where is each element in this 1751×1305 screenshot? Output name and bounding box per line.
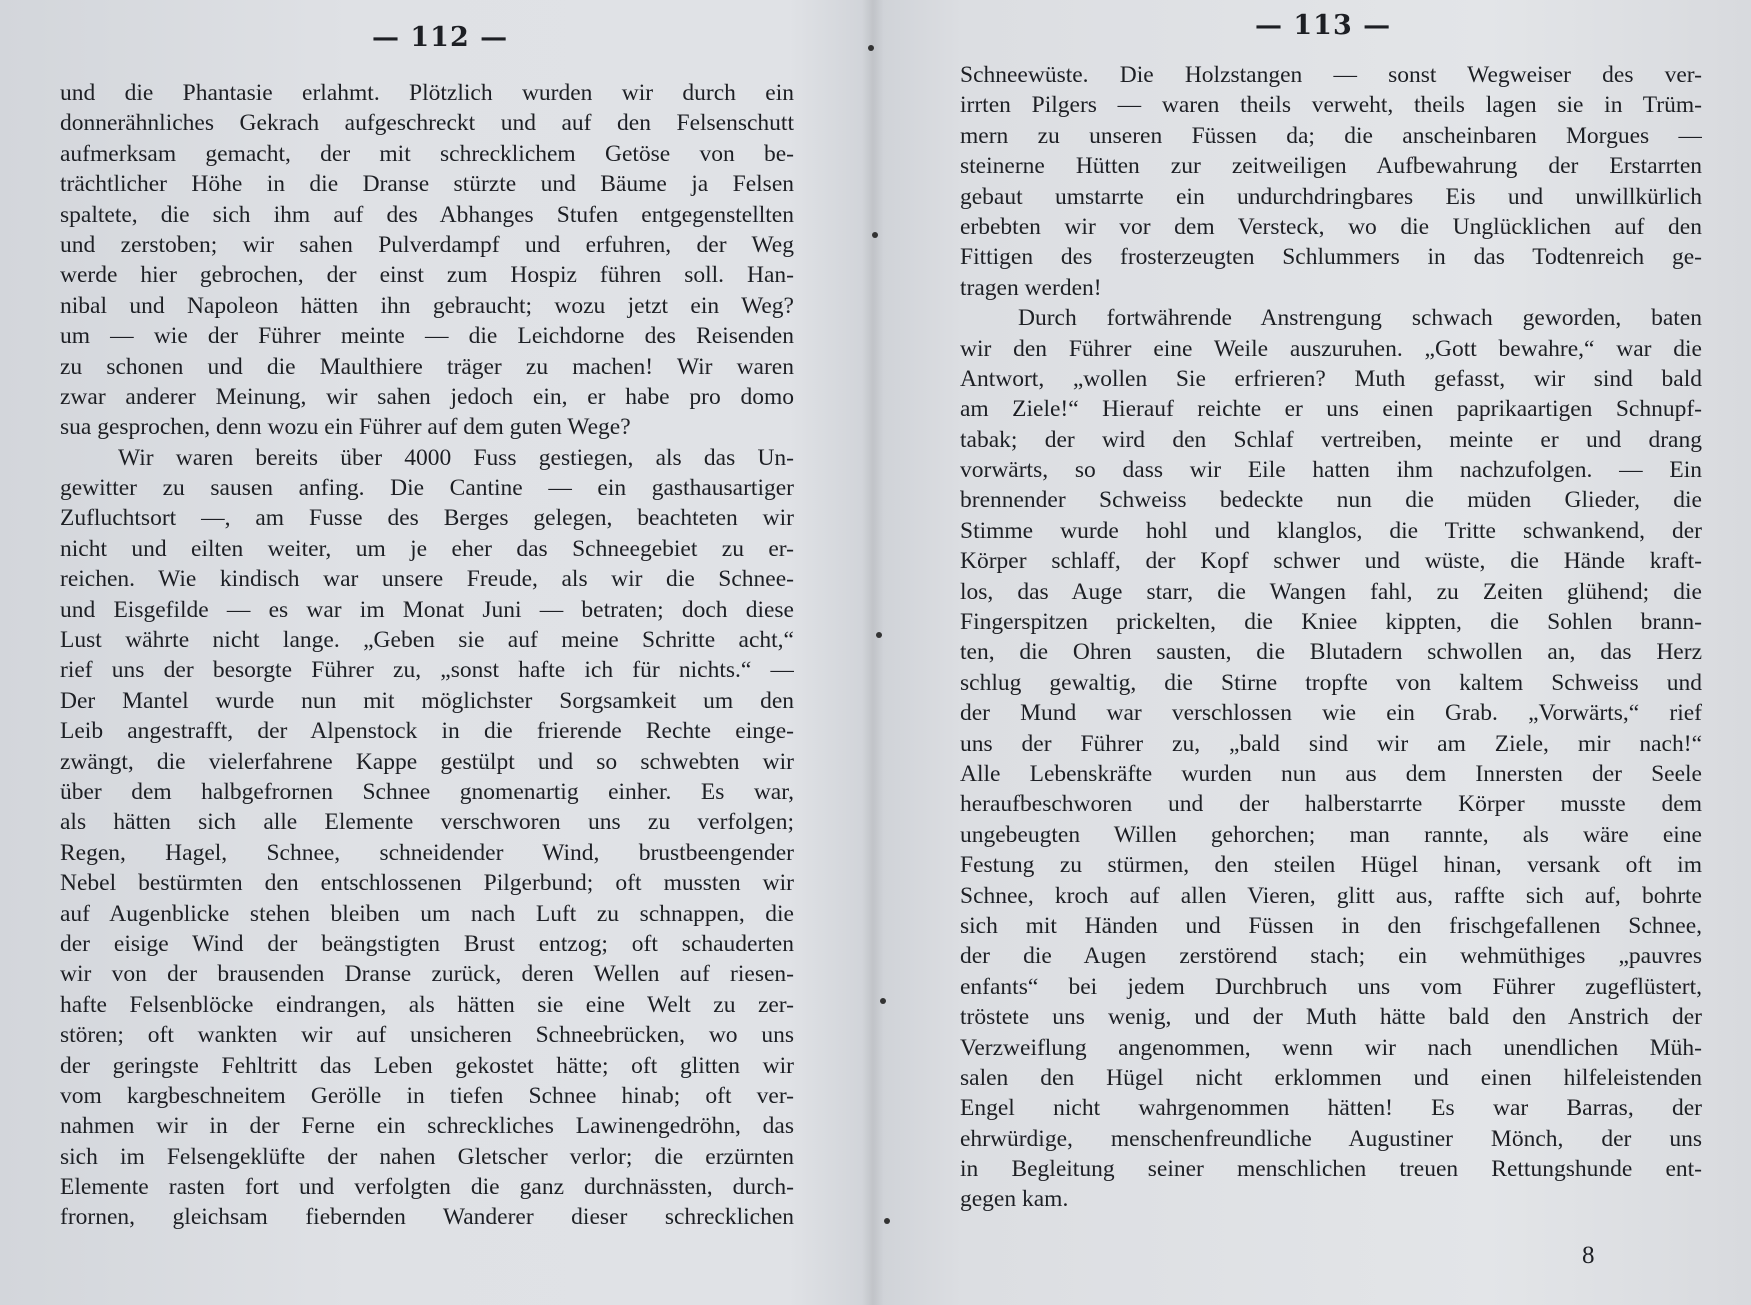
signature-mark: 8	[1582, 1242, 1595, 1269]
text-line: am Ziele!“ Hierauf reichte er uns einen paprikaartigen Schnupf-	[960, 396, 1702, 423]
right-page	[870, 0, 1751, 1305]
text-line: irrten Pilgers — waren theils verweht, theils lagen sie in Trüm-	[960, 92, 1702, 119]
text-line: Fittigen des frosterzeugten Schlummers in das Todtenreich ge-	[960, 244, 1702, 271]
text-line: Körper schlaff, der Kopf schwer und wüste, die Hände kraft-	[960, 548, 1702, 575]
text-line: der geringste Fehltritt das Leben gekostet hätte; oft glitten wir	[60, 1052, 794, 1079]
text-line: ungebeugten Willen gehorchen; man rannte, als wäre eine	[960, 821, 1702, 848]
text-line: zu schonen und die Maulthiere träger zu machen! Wir waren	[60, 353, 794, 380]
text-line: tröstete uns wenig, und der Muth hätte bald den Anstrich der	[960, 1004, 1702, 1031]
text-line: aufmerksam gemacht, der mit schrecklichem Getöse von be-	[60, 140, 794, 167]
text-line: wir von der brausenden Dranse zurück, deren Wellen auf riesen-	[60, 961, 794, 988]
text-line: schlug gewaltig, die Stirne tropfte von kaltem Schweiss und	[960, 669, 1702, 696]
text-line: ehrwürdige, menschenfreundliche Augustiner Mönch, der uns	[960, 1125, 1702, 1152]
text-line: gewitter zu sausen anfing. Die Cantine — ein gasthausartiger	[60, 475, 794, 502]
text-line: vom kargbeschneitem Gerölle in tiefen Schnee hinab; oft ver-	[60, 1082, 794, 1109]
text-line: Nebel bestürmten den entschlossenen Pilgerbund; oft mussten wir	[60, 870, 794, 897]
text-line: tabak; der wird den Schlaf vertreiben, meinte er und drang	[960, 426, 1702, 453]
gutter-mark	[872, 232, 878, 238]
gutter-mark	[884, 1218, 890, 1224]
text-line: erbebten wir vor dem Versteck, wo die Unglücklichen auf den	[960, 213, 1702, 240]
text-line: der Mund war verschlossen wie ein Grab. „Vorwärts,“ rief	[960, 700, 1702, 727]
text-line: gebaut umstarrte ein undurchdringbares Eis und unwillkürlich	[960, 183, 1702, 210]
text-line: hafte Felsenblöcke eindrangen, als hätten sie eine Welt zu zer-	[60, 991, 794, 1018]
gutter-mark	[876, 632, 882, 638]
text-line: Wir waren bereits über 4000 Fuss gestiegen, als das Un-	[118, 444, 794, 471]
text-line: Lust währte nicht lange. „Geben sie auf meine Schritte acht,“	[60, 627, 794, 654]
text-line: Engel nicht wahrgenommen hätten! Es war Barras, der	[960, 1095, 1702, 1122]
text-line: spaltete, die sich ihm auf des Abhanges Stufen entgegenstellten	[60, 201, 794, 228]
text-line: sich im Felsengeklüfte der nahen Gletscher verlor; die erzürnten	[60, 1143, 794, 1170]
text-line: rief uns der besorgte Führer zu, „sonst hafte ich für nichts.“ —	[60, 657, 794, 684]
text-line: Festung zu stürmen, den steilen Hügel hinan, versank oft im	[960, 852, 1702, 879]
text-line: nibal und Napoleon hätten ihn gebraucht; wozu jetzt ein Weg?	[60, 292, 794, 319]
text-line: Antwort, „wollen Sie erfrieren? Muth gefasst, wir sind bald	[960, 365, 1702, 392]
text-line: vorwärts, so dass wir Eile hatten ihm nachzufolgen. — Ein	[960, 457, 1702, 484]
text-line: gegen kam.	[960, 1186, 1069, 1213]
text-line: Regen, Hagel, Schnee, schneidender Wind, brustbeengender	[60, 839, 794, 866]
text-line: Schnee, kroch auf allen Vieren, glitt aus, raffte sich auf, bohrte	[960, 882, 1702, 909]
text-line: uns der Führer zu, „bald sind wir am Ziele, mir nach!“	[960, 730, 1702, 757]
left-page	[0, 0, 870, 1305]
text-line: der die Augen zerstörend stach; ein wehmüthiges „pauvres	[960, 943, 1702, 970]
text-line: Schneewüste. Die Holzstangen — sonst Wegweiser des ver-	[960, 62, 1702, 88]
text-line: salen den Hügel nicht erklommen und einen hilfeleistenden	[960, 1064, 1702, 1091]
text-line: frornen, gleichsam fiebernden Wanderer dieser schrecklichen	[60, 1204, 794, 1231]
text-line: wir den Führer eine Weile auszuruhen. „Gott bewahre,“ war die	[960, 335, 1702, 362]
text-line: werde hier gebrochen, der einst zum Hospiz führen soll. Han-	[60, 262, 794, 289]
text-line: Fingerspitzen prickelten, die Kniee kippten, die Sohlen brann-	[960, 609, 1702, 636]
text-line: reichen. Wie kindisch war unsere Freude, als wir die Schnee-	[60, 566, 794, 593]
text-line: Zufluchtsort —, am Fusse des Berges gelegen, beachteten wir	[60, 505, 794, 532]
left-page-text	[60, 78, 794, 1233]
text-line: und Eisgefilde — es war im Monat Juni — betraten; doch diese	[60, 596, 794, 623]
text-line: nicht und eilten weiter, um je eher das Schneegebiet zu er-	[60, 535, 794, 562]
text-line: Alle Lebenskräfte wurden nun aus dem Innersten der Seele	[960, 760, 1702, 787]
text-line: und die Phantasie erlahmt. Plötzlich wurden wir durch ein	[60, 80, 794, 106]
text-line: Stimme wurde hohl und klanglos, die Tritte schwankend, der	[960, 517, 1702, 544]
text-line: ten, die Ohren sausten, die Blutadern schwollen an, das Herz	[960, 639, 1702, 666]
text-line: der eisige Wind der beängstigten Brust entzog; oft schauderten	[60, 930, 794, 957]
text-line: zwängt, die vielerfahrene Kappe gestülpt und so schwebten wir	[60, 748, 794, 775]
right-page-text	[960, 60, 1702, 1215]
text-line: trächtlicher Höhe in die Dranse stürzte und Bäume ja Felsen	[60, 171, 794, 198]
text-line: los, das Auge starr, die Wangen fahl, zu Zeiten glühend; die	[960, 578, 1702, 605]
text-line: um — wie der Führer meinte — die Leichdorne des Reisenden	[60, 323, 794, 350]
text-line: sich mit Händen und Füssen in den frischgefallenen Schnee,	[960, 912, 1702, 939]
text-line: heraufbeschworen und der halberstarrte Körper musste dem	[960, 791, 1702, 818]
text-line: stören; oft wankten wir auf unsicheren Schneebrücken, wo uns	[60, 1022, 794, 1049]
page-number-right: — 113 —	[1255, 10, 1392, 41]
text-line: und zerstoben; wir sahen Pulverdampf und erfuhren, der Weg	[60, 231, 794, 258]
gutter-mark	[880, 998, 886, 1004]
text-line: über dem halbgefrornen Schnee gnomenartig einher. Es war,	[60, 778, 794, 805]
gutter-mark	[868, 45, 874, 51]
text-line: Leib angestrafft, der Alpenstock in die frierende Rechte einge-	[60, 718, 794, 745]
text-line: Elemente rasten fort und verfolgten die ganz durchnässten, durch-	[60, 1174, 794, 1201]
text-line: donnerähnliches Gekrach aufgeschreckt und auf den Felsenschutt	[60, 110, 794, 137]
text-line: nahmen wir in der Ferne ein schreckliches Lawinengedröhn, das	[60, 1113, 794, 1140]
text-line: in Begleitung seiner menschlichen treuen Rettungshunde ent-	[960, 1156, 1702, 1183]
text-line: enfants“ bei jedem Durchbruch uns vom Führer zugeflüstert,	[960, 973, 1702, 1000]
text-line: Durch fortwährende Anstrengung schwach geworden, baten	[1018, 305, 1702, 332]
text-line: mern zu unseren Füssen da; die anscheinbaren Morgues —	[960, 122, 1702, 149]
text-line: Der Mantel wurde nun mit möglichster Sorgsamkeit um den	[60, 687, 794, 714]
text-line: steinerne Hütten zur zeitweiligen Aufbewahrung der Erstarrten	[960, 153, 1702, 180]
text-line: zwar anderer Meinung, wir sahen jedoch ein, er habe pro domo	[60, 383, 794, 410]
text-line: Verzweiflung angenommen, wenn wir nach unendlichen Müh-	[960, 1034, 1702, 1061]
text-line: sua gesprochen, denn wozu ein Führer auf dem guten Wege?	[60, 414, 631, 441]
text-line: auf Augenblicke stehen bleiben um nach Luft zu schnappen, die	[60, 900, 794, 927]
page-number-left: — 112 —	[372, 22, 509, 53]
text-line: brennender Schweiss bedeckte nun die müden Glieder, die	[960, 487, 1702, 514]
text-line: tragen werden!	[960, 274, 1102, 301]
text-line: als hätten sich alle Elemente verschworen uns zu verfolgen;	[60, 809, 794, 836]
